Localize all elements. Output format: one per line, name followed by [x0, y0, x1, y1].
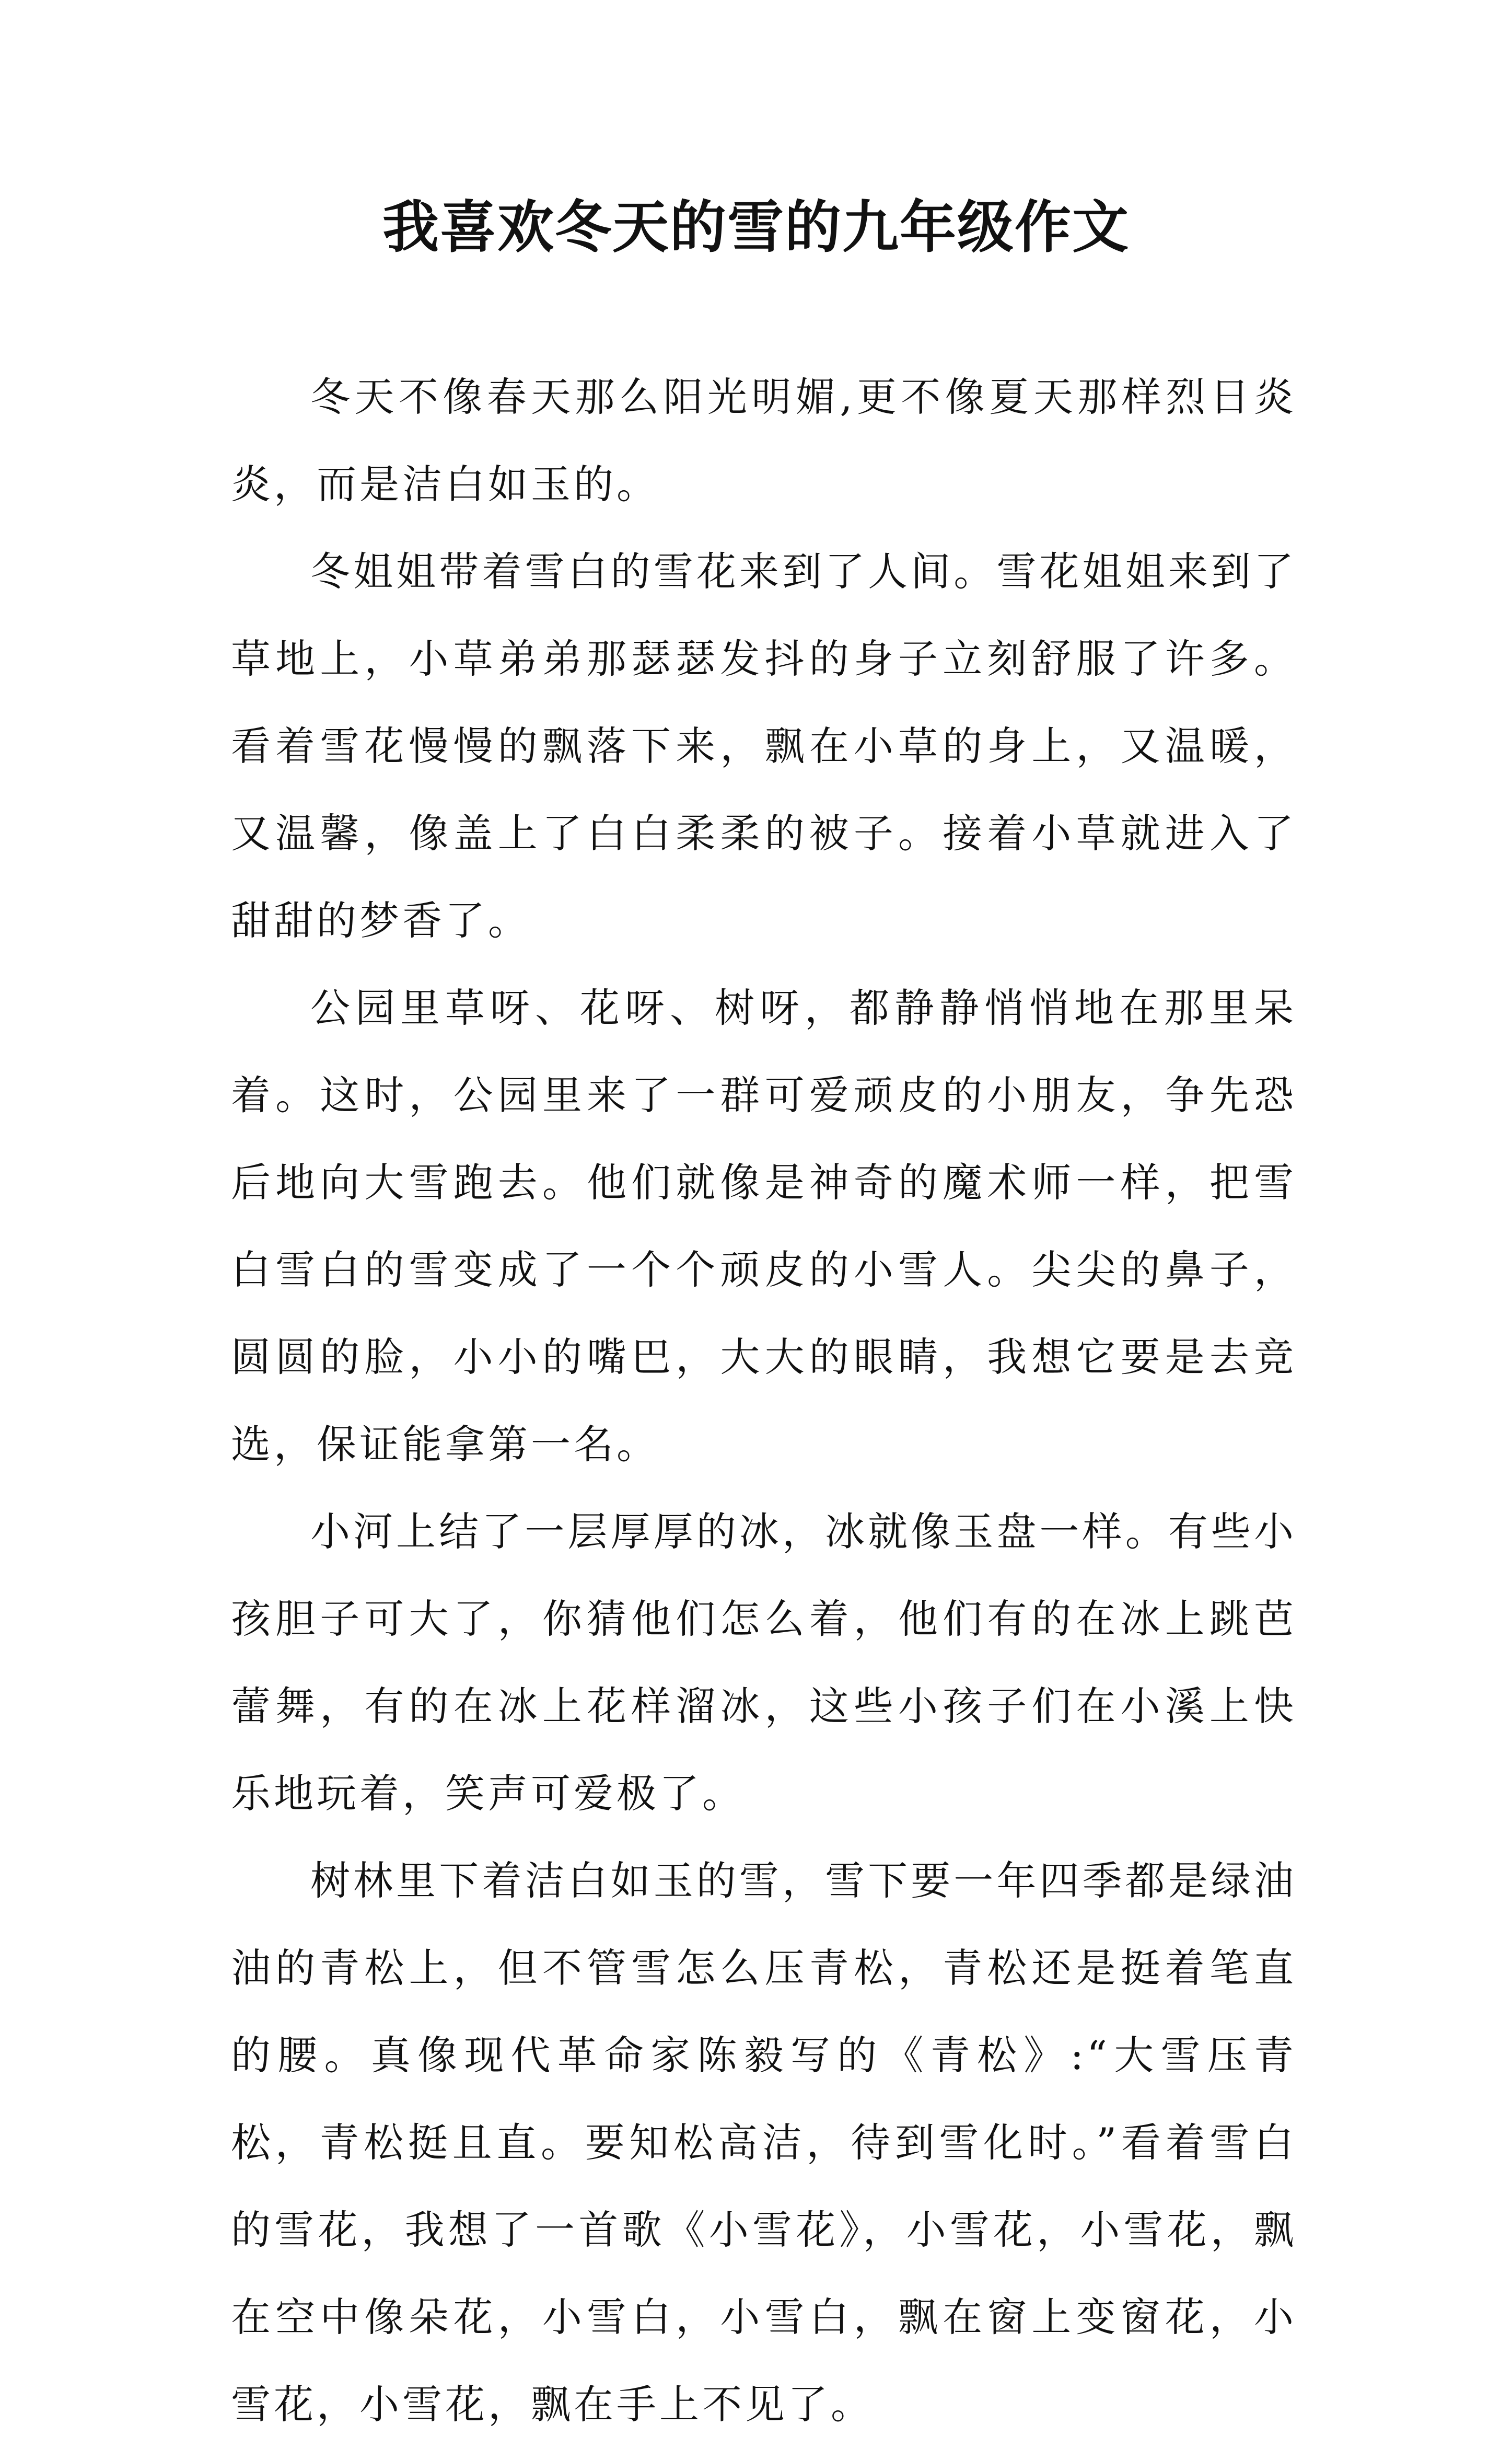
paragraph: 冬天不像春天那么阳光明媚,更不像夏天那样烈日炎炎，而是洁白如玉的。 — [231, 374, 1297, 507]
paragraph: 公园里草呀、花呀、树呀，都静静悄悄地在那里呆着。这时，公园里来了一群可爱顽皮的小朋友，争先恐后地向大雪跑去。他们就像是神奇的魔术师一样，把雪白雪白的雪变成了一个个顽皮的小雪人。尖尖的鼻子，圆圆的脸，小小的嘴巴，大大的眼睛，我想它要是去竞选，保证能拿第一名。 — [231, 985, 1297, 1468]
paragraph: 小河上结了一层厚厚的冰，冰就像玉盘一样。有些小孩胆子可大了，你猜他们怎么着，他们有的在冰上跳芭蕾舞，有的在冰上花样溜冰，这些小孩子们在小溪上快乐地玩着，笑声可爱极了。 — [231, 1508, 1297, 1817]
document-title: 我喜欢冬天的雪的九年级作文 — [382, 194, 1130, 260]
paragraph: 冬姐姐带着雪白的雪花来到了人间。雪花姐姐来到了草地上，小草弟弟那瑟瑟发抖的身子立刻舒服了许多。看着雪花慢慢的飘落下来，飘在小草的身上，又温暖，又温馨，像盖上了白白柔柔的被子。接着小草就进入了甜甜的梦香了。 — [231, 548, 1297, 944]
document-body — [231, 353, 1297, 2448]
paragraph: 树林里下着洁白如玉的雪，雪下要一年四季都是绿油油的青松上，但不管雪怎么压青松，青松还是挺着笔直的腰。真像现代革命家陈毅写的《青松》:“大雪压青松，青松挺且直。要知松高洁，待到雪化时。”看着雪白的雪花，我想了一首歌《小雪花》，小雪花，小雪花，飘在空中像朵花，小雪白，小雪白，飘在窗上变窗花，小雪花，小雪花，飘在手上不见了。 — [231, 1857, 1297, 2428]
